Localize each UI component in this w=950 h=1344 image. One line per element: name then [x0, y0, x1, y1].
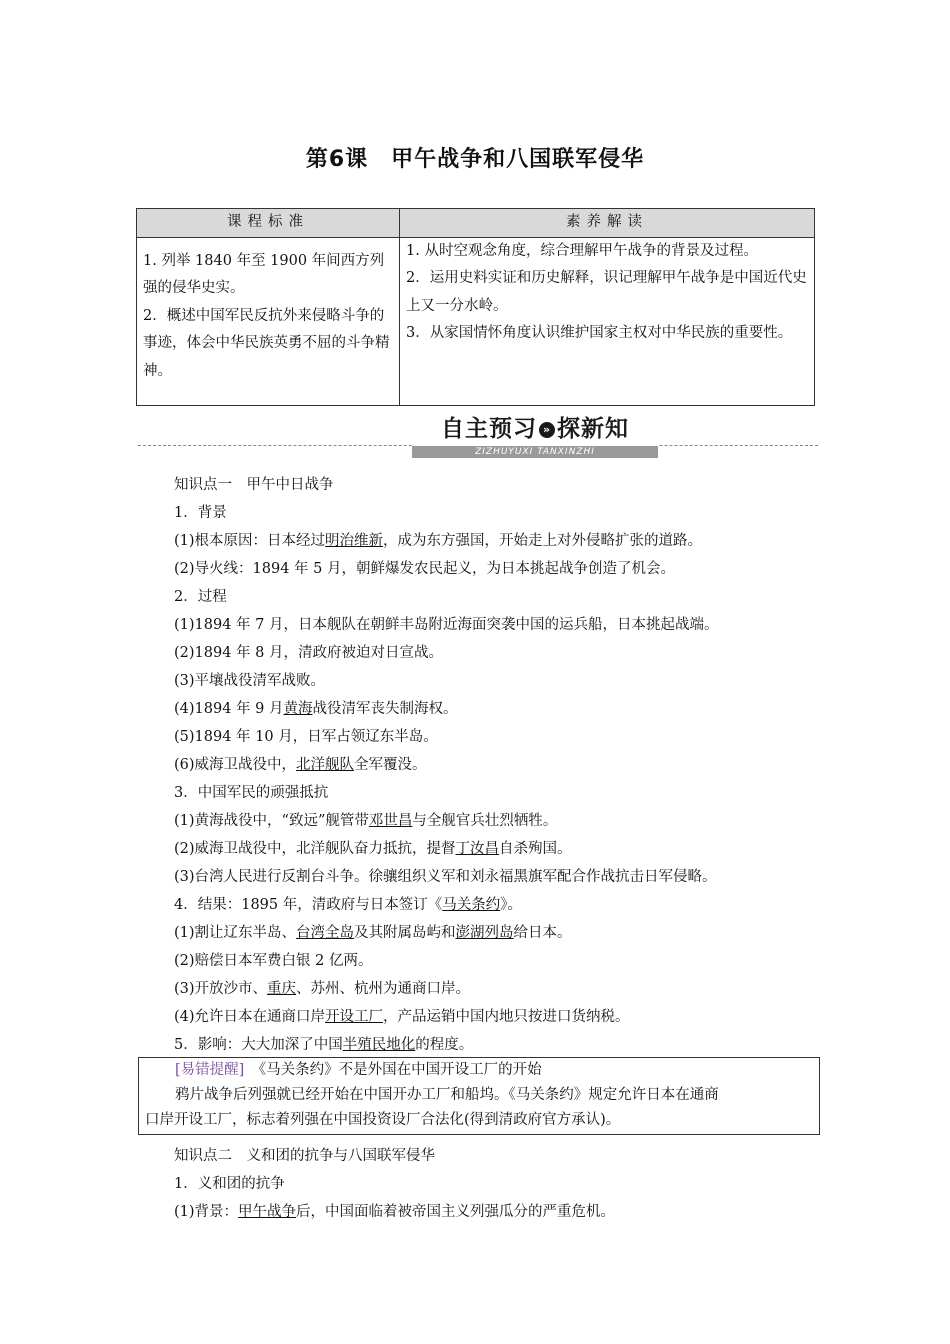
subheading: 5．影响：大大加深了中国半殖民地化的程度。: [174, 1037, 474, 1053]
text-line: (2)1894 年 8 月，清政府被迫对日宣战。: [174, 645, 443, 661]
text-line: (1)1894 年 7 月，日本舰队在朝鲜丰岛附近海面突袭中国的运兵船，日本挑起战端。: [174, 617, 719, 633]
standard-item: 1. 列举 1840 年至 1900 年间西方列强的侵华史实。: [143, 252, 385, 296]
banner-left-text: 自主预习: [441, 416, 537, 442]
text-line: (5)1894 年 10 月，日军占领辽东半岛。: [174, 729, 438, 745]
key-term: 澎湖列岛: [455, 925, 514, 941]
interpretation-item: 1. 从时空观念角度，综合理解甲午战争的背景及过程。: [406, 242, 758, 259]
key-term: 半殖民地化: [342, 1037, 416, 1053]
header-curriculum-standards: 课程标准: [137, 209, 400, 238]
banner-right-text: 探新知: [557, 416, 629, 442]
section-heading: 知识点一 甲午中日战争: [174, 477, 334, 493]
subheading: 1．背景: [174, 505, 227, 521]
interpretation-item: 3．从家国情怀角度认识维护国家主权对中华民族的重要性。: [406, 325, 793, 341]
interpretation-item: 2．运用史料实证和历史解释，识记理解甲午战争是中国近代史上又一分水岭。: [406, 270, 807, 314]
key-term: 开设工厂: [325, 1009, 384, 1025]
text-line: (1)割让辽东半岛、台湾全岛及其附属岛屿和澎湖列岛给日本。: [174, 925, 572, 941]
subheading: 1．义和团的抗争: [174, 1176, 285, 1192]
section-heading: 知识点二 义和团的抗争与八国联军侵华: [174, 1148, 435, 1164]
section-banner: [412, 412, 658, 458]
text-line: (2)导火线：1894 年 5 月，朝鲜爆发农民起义，为日本挑起战争创造了机会。: [174, 561, 675, 577]
tip-heading: 《马关条约》不是外国在中国开设工厂的开始: [244, 1062, 542, 1078]
text-line: (1)背景：甲午战争后，中国面临着被帝国主义列强瓜分的严重危机。: [174, 1204, 616, 1220]
error-tip-box: [138, 1057, 820, 1135]
text-line: (4)允许日本在通商口岸开设工厂，产品运销中国内地只按进口货纳税。: [174, 1009, 630, 1025]
text-line: (3)平壤战役清军战败。: [174, 673, 326, 689]
key-term: 丁汝昌: [455, 841, 500, 857]
key-term: 马关条约: [442, 897, 501, 913]
text-line: (1)黄海战役中，“致远”舰管带邓世昌与全舰官兵壮烈牺牲。: [174, 813, 558, 829]
tip-text: 鸦片战争后列强就已经开始在中国开办工厂和船坞。《马关条约》规定允许日本在通商: [175, 1087, 719, 1103]
page-title: 第6课 甲午战争和八国联军侵华: [305, 147, 645, 172]
banner-subtitle: ZIZHUYUXI TANXINZHI: [412, 446, 658, 458]
knowledge-point-1: [174, 471, 824, 1059]
arrow-icon: »: [539, 422, 555, 438]
text-line: (3)开放沙市、重庆、苏州、杭州为通商口岸。: [174, 981, 471, 997]
text-line: (3)台湾人民进行反割台斗争。徐骧组织义军和刘永福黑旗军配合作战抗击日军侵略。: [174, 869, 717, 885]
text-line: (2)赔偿日本军费白银 2 亿两。: [174, 953, 373, 969]
text-line: (4)1894 年 9 月黄海战役清军丧失制海权。: [174, 701, 458, 717]
subheading: 4．结果：1895 年，清政府与日本签订《马关条约》。: [174, 897, 522, 913]
curriculum-standards-table: [136, 208, 815, 406]
text-line: (1)根本原因：日本经过明治维新，成为东方强国，开始走上对外侵略扩张的道路。: [174, 533, 703, 549]
header-literacy-interpretation: 素养解读: [400, 209, 815, 238]
key-term: 北洋舰队: [296, 757, 355, 773]
tip-text: 口岸开设工厂，标志着列强在中国投资设厂合法化(得到清政府官方承认)。: [145, 1112, 621, 1128]
text-line: (2)威海卫战役中，北洋舰队奋力抵抗，提督丁汝昌自杀殉国。: [174, 841, 572, 857]
key-term: 明治维新: [325, 533, 384, 549]
key-term: 台湾全岛: [296, 925, 355, 941]
interpretation-cell: [400, 237, 815, 406]
standard-item: 2．概述中国军民反抗外来侵略斗争的事迹，体会中华民族英勇不屈的斗争精神。: [143, 307, 390, 379]
key-term: 重庆: [267, 981, 297, 997]
knowledge-point-2: [174, 1142, 824, 1226]
subheading: 3．中国军民的顽强抵抗: [174, 785, 329, 801]
standards-cell: [137, 237, 400, 406]
key-term: 甲午战争: [238, 1204, 297, 1220]
text-line: (6)威海卫战役中，北洋舰队全军覆没。: [174, 757, 427, 773]
subheading: 2．过程: [174, 589, 227, 605]
key-term: 邓世昌: [368, 813, 413, 829]
key-term: 黄海: [283, 701, 313, 717]
tip-tag: [易错提醒]: [175, 1062, 245, 1078]
